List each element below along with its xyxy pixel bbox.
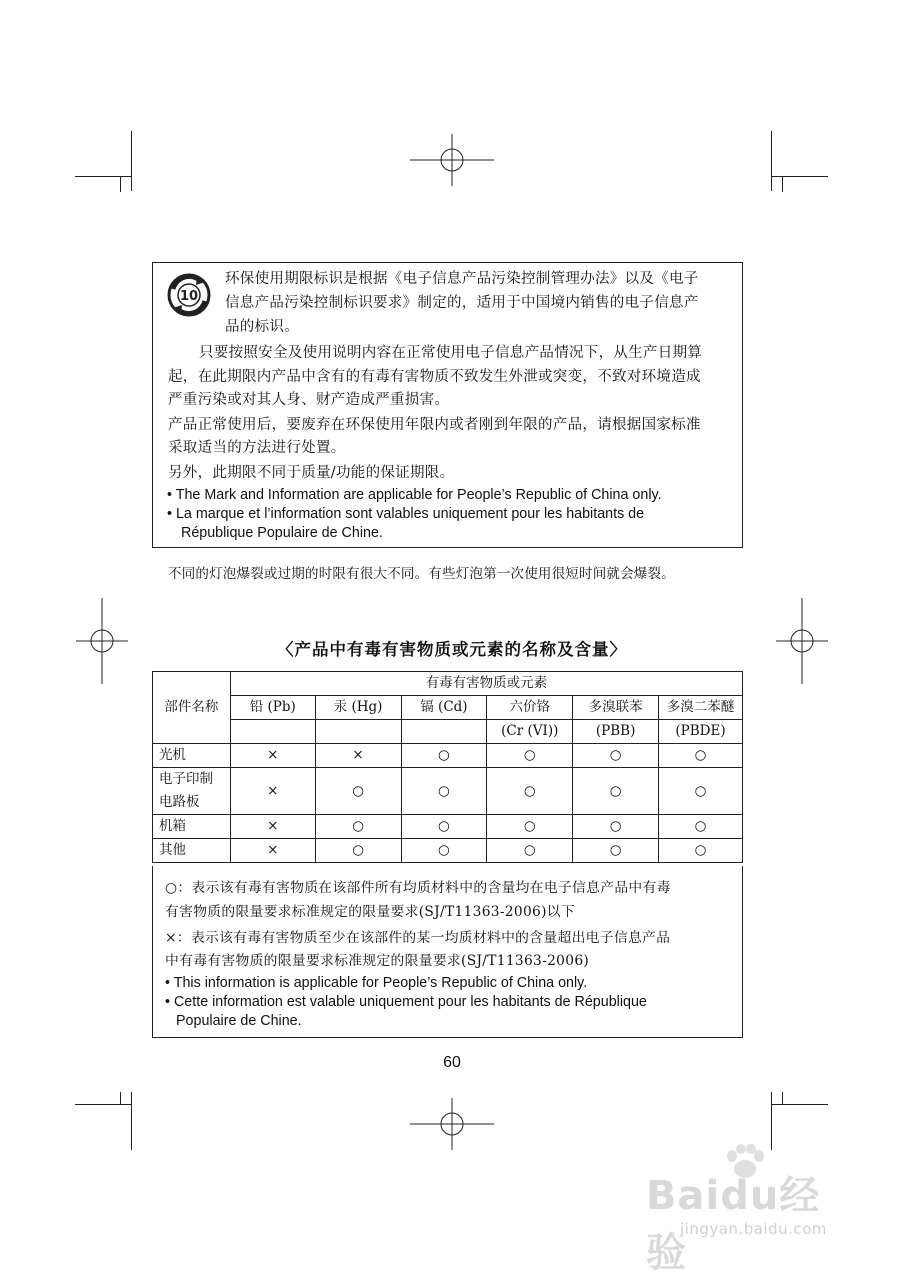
- part-name-line: 电路板: [159, 794, 200, 810]
- english-note: • The Mark and Information are applicable for People’s Republic of China only.: [167, 487, 662, 503]
- legend-line: 中有毒有害物质的限量要求标准规定的限量要求(SJ/T11363-2006): [165, 953, 590, 969]
- part-name-cell: 机箱: [153, 815, 231, 839]
- crop-mark: [75, 176, 132, 177]
- crop-mark: [75, 1104, 132, 1105]
- baidu-watermark: [640, 1140, 860, 1276]
- column-subheader: [230, 720, 315, 744]
- value-cell: ○: [573, 839, 659, 863]
- recycle-10-years-icon: [167, 273, 211, 317]
- table-header-row: [153, 672, 743, 696]
- french-note: • Cette information est valable uniquement pour les habitants de République: [165, 994, 647, 1010]
- column-subheader: (PBB): [573, 720, 659, 744]
- info-line: 品的标识。: [225, 319, 299, 335]
- value-cell: ○: [659, 839, 743, 863]
- crop-mark: [131, 1092, 132, 1150]
- crop-mark: [771, 131, 772, 191]
- value-cell: ○: [659, 744, 743, 768]
- value-cell: ○: [401, 815, 487, 839]
- crop-mark: [771, 176, 828, 177]
- legend-line: ×：表示该有毒有害物质至少在该部件的某一均质材料中的含量超出电子信息产品: [165, 930, 671, 946]
- environmental-info-box: [152, 262, 743, 548]
- table-row: [153, 768, 743, 815]
- substances-group-header: 有毒有害物质或元素: [230, 672, 742, 696]
- table-row: [153, 744, 743, 768]
- column-header: 多溴二苯醚: [659, 696, 743, 720]
- crop-mark: [782, 1092, 783, 1104]
- column-header: 镉 (Cd): [401, 696, 487, 720]
- column-subheader: [315, 720, 401, 744]
- info-line: 产品正常使用后，要废弃在环保使用年限内或者刚到年限的产品，请根据国家标准: [168, 417, 701, 433]
- table-title: 〈产品中有毒有害物质或元素的名称及含量〉: [277, 640, 627, 659]
- value-cell: ○: [401, 768, 487, 815]
- crop-mark: [782, 176, 783, 192]
- value-cell: ×: [315, 744, 401, 768]
- value-cell: ○: [315, 768, 401, 815]
- french-note: République Populaire de Chine.: [181, 525, 383, 541]
- part-name-cell: [153, 768, 231, 815]
- value-cell: ○: [573, 744, 659, 768]
- table-row: [153, 815, 743, 839]
- value-cell: ○: [487, 744, 573, 768]
- registration-mark-icon: [410, 1098, 494, 1150]
- recycle-number: 10: [179, 289, 199, 304]
- info-line: 另外，此期限不同于质量/功能的保证期限。: [168, 465, 455, 481]
- legend-line: ○：表示该有毒有害物质在该部件所有均质材料中的含量均在电子信息产品中有毒: [165, 880, 671, 896]
- value-cell: ○: [315, 839, 401, 863]
- crop-mark: [120, 1092, 121, 1104]
- value-cell: ○: [487, 839, 573, 863]
- value-cell: ○: [401, 744, 487, 768]
- column-header: 汞 (Hg): [315, 696, 401, 720]
- value-cell: ○: [487, 768, 573, 815]
- watermark-logo: Baidu经验: [646, 1173, 821, 1276]
- registration-mark-icon: [410, 134, 494, 186]
- crop-mark: [120, 176, 121, 192]
- part-name-cell: 其他: [153, 839, 231, 863]
- column-header: 铅 (Pb): [230, 696, 315, 720]
- value-cell: ○: [315, 815, 401, 839]
- value-cell: ×: [230, 768, 315, 815]
- column-subheader: [401, 720, 487, 744]
- part-name-header: 部件名称: [153, 672, 231, 744]
- hazardous-substances-table: [152, 671, 743, 863]
- value-cell: ○: [659, 768, 743, 815]
- value-cell: ×: [230, 839, 315, 863]
- value-cell: ○: [659, 815, 743, 839]
- info-line: 起，在此期限内产品中含有的有毒有害物质不致发生外泄或突变，不致对环境造成: [168, 369, 701, 385]
- info-line: 环保使用期限标识是根据《电子信息产品污染控制管理办法》以及《电子: [225, 271, 699, 287]
- crop-mark: [131, 131, 132, 191]
- value-cell: ○: [573, 815, 659, 839]
- part-name-line: 电子印制: [159, 771, 213, 787]
- value-cell: ×: [230, 815, 315, 839]
- legend-line: 有害物质的限量要求标准规定的限量要求(SJ/T11363-2006)以下: [165, 904, 575, 920]
- column-subheader: (Cr (VI)): [487, 720, 573, 744]
- bulb-note: 不同的灯泡爆裂或过期的时限有很大不同。有些灯泡第一次使用很短时间就会爆裂。: [168, 566, 675, 582]
- english-note: • This information is applicable for People’s Republic of China only.: [165, 975, 588, 991]
- french-note: Populaire de Chine.: [176, 1013, 302, 1029]
- value-cell: ○: [573, 768, 659, 815]
- info-line: 严重污染或对其人身、财产造成严重损害。: [168, 392, 450, 408]
- crop-mark: [771, 1104, 828, 1105]
- page-number: 60: [443, 1054, 461, 1071]
- table-header-row: [153, 696, 743, 720]
- table-row: [153, 839, 743, 863]
- value-cell: ○: [487, 815, 573, 839]
- column-header: 六价铬: [487, 696, 573, 720]
- legend-box: [152, 866, 743, 1038]
- value-cell: ○: [401, 839, 487, 863]
- table-header-row: [153, 720, 743, 744]
- part-name-cell: 光机: [153, 744, 231, 768]
- french-note: • La marque et l’information sont valables uniquement pour les habitants de: [167, 506, 645, 522]
- info-line: 只要按照安全及使用说明内容在正常使用电子信息产品情况下，从生产日期算: [199, 345, 703, 361]
- info-line: 信息产品污染控制标识要求》制定的，适用于中国境内销售的电子信息产: [225, 295, 699, 311]
- column-subheader: (PBDE): [659, 720, 743, 744]
- info-line: 采取适当的方法进行处置。: [168, 440, 346, 456]
- value-cell: ×: [230, 744, 315, 768]
- watermark-url: jingyan.baidu.com: [680, 1220, 827, 1238]
- column-header: 多溴联苯: [573, 696, 659, 720]
